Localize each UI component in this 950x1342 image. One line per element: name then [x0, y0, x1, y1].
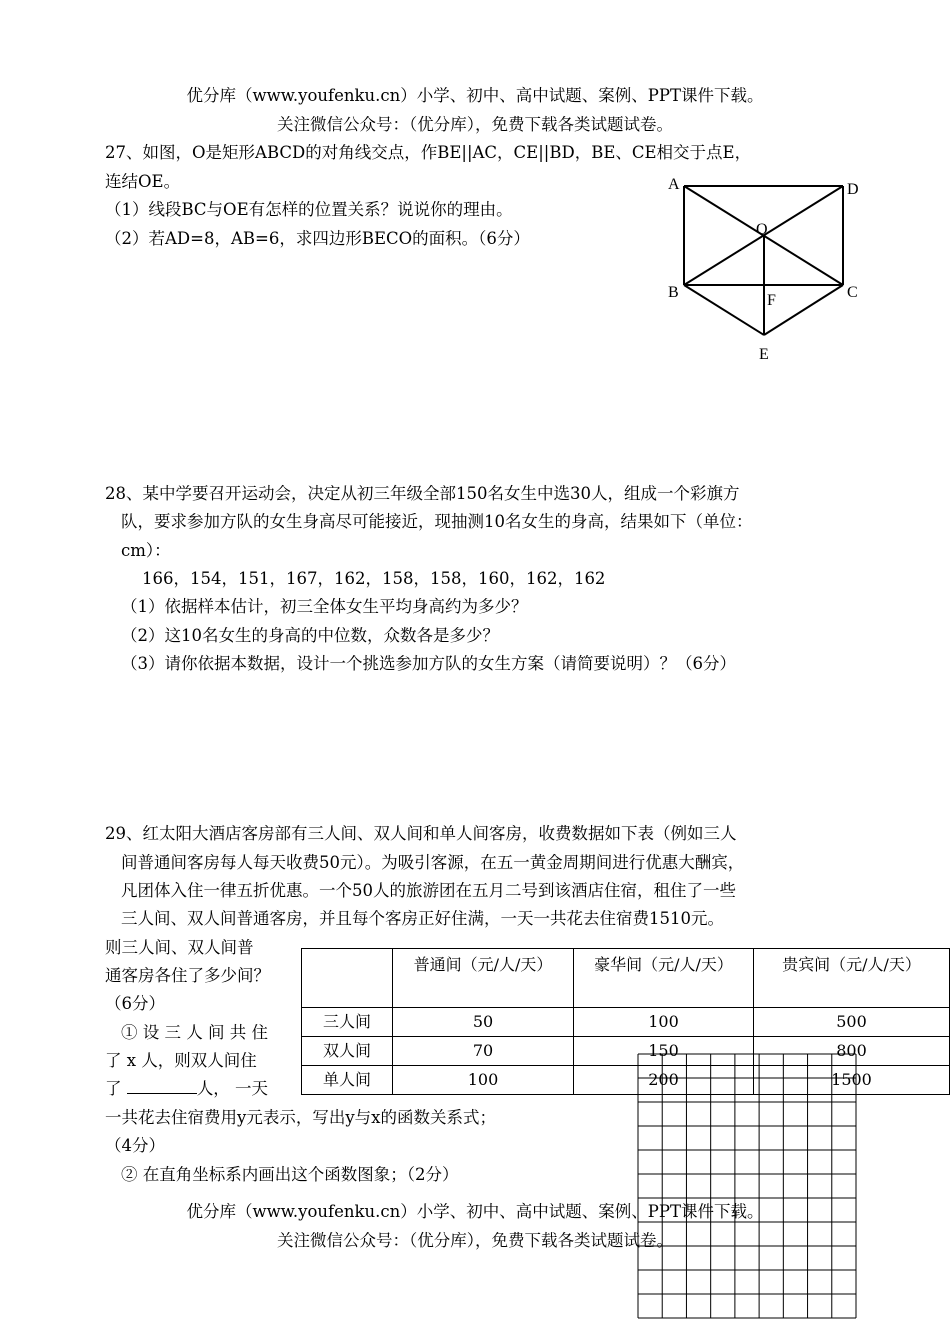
fee-table-header-cell: 豪华间（元/人/天）	[574, 949, 754, 1008]
q29-sub1-c	[105, 1077, 268, 1101]
q28-line-1: 28、某中学要召开运动会，决定从初三年级全部150名女生中选30人，组成一个彩旗方	[105, 484, 740, 503]
footer-line-1: 优分库（www.youfenku.cn）小学、初中、高中试题、案例、PPT课件下载。	[186, 1202, 764, 1221]
label-B: B	[668, 284, 679, 301]
q29-sub2: ② 在直角坐标系内画出这个函数图象；（2分）	[121, 1165, 459, 1184]
fee-table-header-cell: 贵宾间（元/人/天）	[754, 949, 950, 1008]
fee-table-cell: 100	[574, 1008, 754, 1037]
fee-table-cell: 1500	[754, 1066, 950, 1095]
q29-sub1-c-post: 人， 一天	[196, 1079, 268, 1098]
header-line-2: 关注微信公众号：（优分库），免费下载各类试题试卷。	[277, 115, 673, 134]
fee-table-cell: 100	[393, 1066, 574, 1095]
q29-sub1-b: 了 x 人，则双人间住	[105, 1051, 257, 1070]
q29-sub1-d: 一共花去住宿费用y元表示，写出y与x的函数关系式；	[105, 1108, 496, 1127]
label-D: D	[847, 181, 859, 198]
coordinate-grid	[636, 1052, 860, 1320]
q29-line-4: 三人间、双人间普通客房，并且每个客房正好住满，一天一共花去住宿费1510元。	[121, 909, 724, 928]
label-O: O	[756, 221, 768, 238]
q27-figure	[660, 170, 870, 370]
q27-line-2: 连结OE。	[105, 172, 181, 191]
fee-table-header-row	[302, 949, 950, 1008]
fee-table-cell: 150	[574, 1037, 754, 1066]
edge-BE	[684, 285, 764, 335]
q29-sub1-c-pre: 了	[105, 1079, 122, 1098]
q29-line-1: 29、红太阳大酒店客房部有三人间、双人间和单人间客房，收费数据如下表（例如三人	[105, 824, 737, 843]
fee-table-cell: 200	[574, 1066, 754, 1095]
q29-line-3: 凡团体入住一律五折优惠。一个50人的旅游团在五月二号到该酒店住宿，租住了一些	[121, 881, 736, 900]
q29-sub1-e: （4分）	[105, 1136, 165, 1155]
label-E: E	[759, 346, 769, 363]
label-A: A	[668, 176, 680, 193]
q28-part-3: （3）请你依据本数据，设计一个挑选参加方队的女生方案（请简要说明）？（6分）	[121, 654, 736, 673]
footer-line-2: 关注微信公众号：（优分库），免费下载各类试题试卷。	[277, 1231, 673, 1250]
q28-line-2: 队，要求参加方队的女生身高尽可能接近，现抽测10名女生的身高，结果如下（单位：	[121, 512, 753, 531]
q28-data: 166，154，151，167，162，158，158，160，162，162	[142, 569, 606, 588]
q29-sub1-a: ① 设 三 人 间 共 住	[121, 1023, 268, 1042]
fee-table-header-cell: 普通间（元/人/天）	[393, 949, 574, 1008]
fee-table-cell: 双人间	[302, 1037, 393, 1066]
label-F: F	[767, 292, 776, 309]
fee-table-cell: 70	[393, 1037, 574, 1066]
fee-table-cell: 单人间	[302, 1066, 393, 1095]
q28-part-1: （1）依据样本估计，初三全体女生平均身高约为多少？	[121, 597, 528, 616]
fee-table-cell: 三人间	[302, 1008, 393, 1037]
q27-line-1: 27、如图，O是矩形ABCD的对角线交点，作BE||AC，CE||BD，BE、CE相交于点E，	[105, 143, 752, 162]
q29-left-1: 则三人间、双人间普	[105, 938, 254, 957]
q29-line-2: 间普通间客房每人每天收费50元）。为吸引客源，在五一黄金周期间进行优惠大酬宾，	[121, 853, 745, 872]
fee-table-cell: 50	[393, 1008, 574, 1037]
label-C: C	[847, 284, 858, 301]
header-line-1: 优分库（www.youfenku.cn）小学、初中、高中试题、案例、PPT课件下载。	[186, 86, 764, 105]
answer-blank[interactable]	[127, 1077, 197, 1094]
fee-table-cell: 800	[754, 1037, 950, 1066]
table-row	[302, 1008, 950, 1037]
q29-left-3: （6分）	[105, 994, 165, 1013]
q28-line-3: cm）：	[121, 541, 171, 560]
q29-left-2: 通客房各住了多少间？	[105, 966, 270, 985]
fee-table-header-cell	[302, 949, 393, 1008]
q28-part-2: （2）这10名女生的身高的中位数，众数各是多少？	[121, 626, 499, 645]
fee-table-cell: 500	[754, 1008, 950, 1037]
q27-part-1: （1）线段BC与OE有怎样的位置关系？说说你的理由。	[105, 200, 513, 219]
q27-part-2: （2）若AD=8，AB=6，求四边形BECO的面积。（6分）	[105, 229, 530, 248]
